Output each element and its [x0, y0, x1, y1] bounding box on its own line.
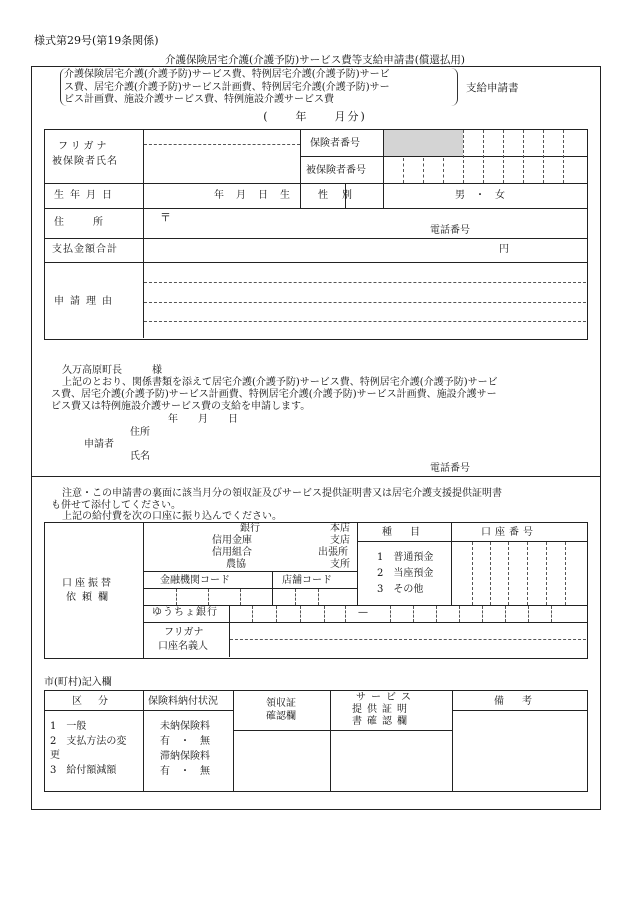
category-reduction: 3 給付額減額	[50, 765, 117, 776]
gender-label: 性 別	[318, 190, 354, 201]
declaration-date: 年 月 日	[168, 414, 238, 425]
period-label: ( 年 月分)	[263, 110, 367, 123]
applicant-name-label: 氏名	[130, 451, 150, 462]
bracket-suffix: 支給申請書	[466, 82, 519, 94]
applicant-label: 申請者	[84, 439, 114, 450]
bracket-line-2: ス費、居宅介護(介護予防)サービス計画費、特例居宅介護(介護予防)サー	[64, 82, 390, 93]
bank-section-label-1: 口座振替	[62, 578, 114, 589]
col-category: 区 分	[72, 696, 111, 707]
account-number-header: 口座番号	[481, 527, 537, 538]
category-payment-change-cont: 更	[50, 750, 60, 761]
branch-type-office: 出張所	[318, 547, 348, 558]
insured-name-label: 被保険者氏名	[52, 156, 118, 167]
premium-arrears-label: 滞納保険料	[160, 751, 210, 762]
premium-unpaid-options: 有 ・ 無	[160, 736, 210, 747]
institution-type-bank: 銀行	[240, 523, 260, 534]
applicant-table	[44, 129, 588, 340]
declaration-phone-label: 電話番号	[430, 463, 470, 474]
insurer-number-shade	[384, 130, 463, 156]
col-service-2: 提供証明	[352, 704, 412, 715]
yen-label: 円	[499, 244, 509, 255]
col-service-1: サービス	[356, 692, 416, 703]
bracket-line-1: 介護保険居宅介護(介護予防)サービス費、特例居宅介護(介護予防)サービ	[64, 69, 390, 80]
account-type-other: 3 その他	[377, 584, 424, 595]
institution-type-shinkin: 信用金庫	[212, 535, 252, 546]
institution-code-label: 金融機関コード	[160, 575, 230, 586]
premium-arrears-options: 有 ・ 無	[160, 766, 210, 777]
declaration-line-2: ス費、居宅介護(介護予防)サービス計画費、特例居宅介護(介護予防)サービス計画費、施設介護サー	[51, 389, 497, 400]
note-line-2: も併せて添付してください。	[51, 500, 181, 511]
col-receipt-1: 領収証	[266, 698, 296, 709]
bracket-line-3: ビス計画費、施設介護サービス費、特例施設介護サービス費	[64, 94, 334, 105]
branch-type-sub: 支所	[330, 559, 350, 570]
yucho-label: ゆうちょ銀行	[152, 607, 218, 618]
insurer-number-label: 保険者番号	[310, 138, 360, 149]
category-payment-change: 2 支払方法の変	[50, 736, 127, 747]
birthdate-label: 生年月日	[54, 190, 118, 201]
col-service-3: 書確認欄	[352, 716, 412, 727]
institution-type-nokyo: 農協	[226, 559, 246, 570]
account-type-current: 2 当座預金	[377, 568, 434, 579]
holder-furigana-label: フリガナ	[164, 627, 204, 638]
declaration-line-3: ビス費又は特例施設介護サービス費の支給を申請します。	[51, 401, 311, 412]
note-line-1: 注意・この申請書の裏面に該当月分の領収証及びサービス提供証明書又は居宅介護支援提供証明書	[62, 488, 502, 499]
address-label: 住 所	[54, 217, 106, 228]
insured-number-label: 被保険者番号	[306, 165, 366, 176]
reason-label: 申請理由	[54, 296, 118, 307]
addressee: 久万高原町長 様	[62, 365, 162, 376]
total-amount-label: 支払金額合計	[52, 244, 118, 255]
birthdate-format: 年 月 日 生	[214, 190, 291, 201]
form-number: 様式第29号(第19条関係)	[34, 34, 159, 47]
branch-code-label: 店舗コード	[282, 575, 332, 586]
col-receipt-2: 確認欄	[266, 711, 296, 722]
address-phone-label: 電話番号	[430, 225, 470, 236]
holder-name-label: 口座名義人	[158, 641, 208, 652]
col-remarks: 備 考	[494, 696, 536, 707]
applicant-address-label: 住所	[130, 427, 150, 438]
branch-type-branch: 支店	[330, 535, 350, 546]
yucho-dash: —	[358, 607, 368, 618]
note-line-3: 上記の給付費を次の口座に振り込んでください。	[62, 511, 282, 522]
furigana-label: フリガナ	[58, 141, 110, 152]
form-title: 介護保険居宅介護(介護予防)サービス費等支給申請書(償還払用)	[165, 54, 465, 66]
institution-type-shinkumi: 信用組合	[212, 547, 252, 558]
premium-unpaid-label: 未納保険料	[160, 721, 210, 732]
category-general: 1 一般	[50, 721, 87, 732]
branch-type-head: 本店	[330, 523, 350, 534]
gender-options: 男 ・ 女	[455, 190, 505, 201]
account-type-header: 種 目	[382, 527, 424, 538]
postal-mark: 〒	[160, 211, 171, 224]
account-type-ordinary: 1 普通預金	[377, 552, 434, 563]
bank-section-label-2: 依頼欄	[66, 592, 114, 603]
municipal-title: 市(町村)記入欄	[44, 677, 112, 688]
col-premium: 保険料納付状況	[148, 696, 218, 707]
declaration-line-1: 上記のとおり、関係書類を添えて居宅介護(介護予防)サービス費、特例居宅介護(介護予防)サービ	[62, 377, 498, 388]
